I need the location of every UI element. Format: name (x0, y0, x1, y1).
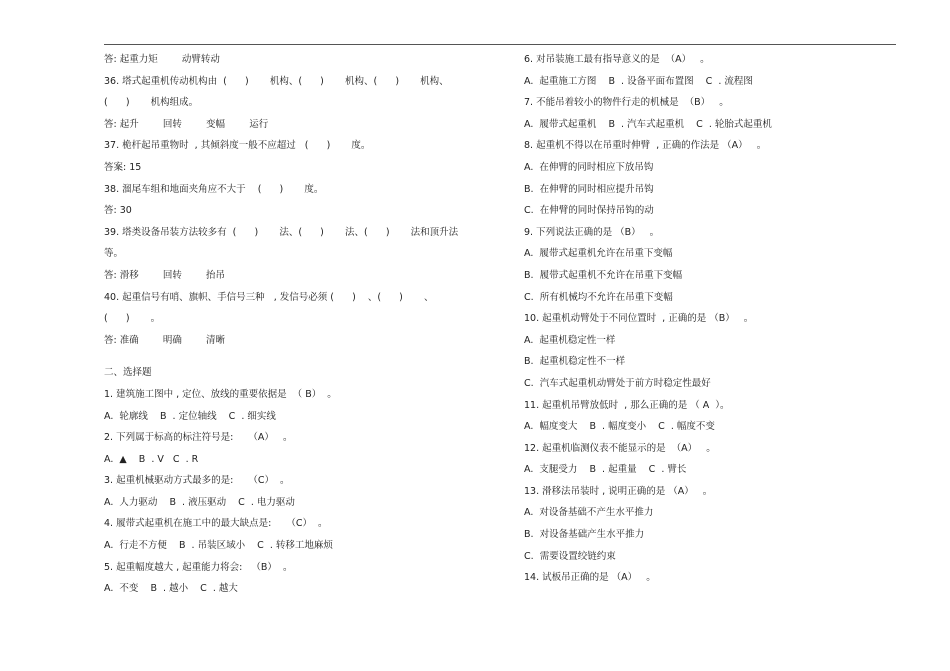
text-line: 等。 (104, 248, 124, 260)
header-rule (104, 44, 896, 45)
text-line: C. 在伸臂的同时保持吊钩的动 (524, 205, 654, 217)
text-line: A. ▲ B . V C . R (104, 453, 199, 465)
text-line: 7. 不能吊着较小的物件行走的机械是 （B） 。 (524, 97, 729, 109)
text-line: 13. 滑移法吊装时 , 说明正确的是 （A） 。 (524, 485, 713, 497)
text-line: A. 履带式起重机允许在吊重下变幅 (524, 248, 673, 260)
text-line: A. 支腿受力 B . 起重量 C . 臂长 (524, 464, 687, 476)
text-line: 10. 起重机动臂处于不同位置时 , 正确的是 （B） 。 (524, 313, 754, 325)
text-line: 40. 起重信号有哨、旗帜、手信号三种 , 发信号必须 ( ) 、( ) 、 (104, 291, 434, 303)
text-line: A. 人力驱动 B . 液压驱动 C . 电力驱动 (104, 496, 295, 508)
text-line: A. 轮廓线 B . 定位轴线 C . 细实线 (104, 410, 276, 422)
text-line: 1. 建筑施工图中 , 定位、放线的重要依据是 （ B） 。 (104, 388, 337, 400)
text-line: C. 所有机械均不允许在吊重下变幅 (524, 291, 673, 303)
text-line: 37. 桅杆起吊重物时 , 其倾斜度一般不应超过 ( ) 度。 (104, 140, 371, 152)
choice-questions-block (104, 384, 504, 600)
text-line: 答: 30 (104, 205, 132, 217)
text-line: 6. 对吊装施工最有指导意义的是 （A） 。 (524, 54, 710, 65)
text-line: B. 对设备基础产生水平推力 (524, 529, 645, 541)
text-line: ( ) 机构组成。 (104, 97, 199, 109)
text-line: 4. 履带式起重机在施工中的最大缺点是: （C） 。 (104, 518, 328, 530)
text-line: 14. 试板吊正确的是 （A） 。 (524, 572, 656, 584)
text-line: A. 履带式起重机 B . 汽车式起重机 C . 轮胎式起重机 (524, 118, 772, 130)
text-line: C. 需要设置绞链约束 (524, 550, 616, 562)
text-line: C. 汽车式起重机动臂处于前方时稳定性最好 (524, 377, 711, 389)
text-line: 5. 起重幅度越大 , 起重能力将会: （B） 。 (104, 561, 293, 573)
text-line: A. 对设备基础不产生水平推力 (524, 507, 654, 519)
text-line: 答: 起重力矩 动臂转动 (104, 54, 220, 65)
text-line: 36. 塔式起重机传动机构由 ( ) 机构、( ) 机构、( ) 机构、 (104, 75, 449, 87)
text-line: 答: 起升 回转 变幅 运行 (104, 118, 269, 130)
text-line: B. 起重机稳定性不一样 (524, 356, 626, 368)
text-line: A. 不变 B . 越小 C . 越大 (104, 583, 238, 595)
text-line: A. 起重施工方图 B . 设备平面布置图 C . 流程图 (524, 75, 753, 87)
section-gap (104, 351, 504, 362)
text-line: A. 起重机稳定性一样 (524, 334, 616, 346)
text-line: A. 幅度变大 B . 幅度变小 C . 幅度不变 (524, 421, 715, 433)
text-line: A. 在伸臂的同时相应下放吊钩 (524, 161, 654, 173)
text-line: B. 履带式起重机不允许在吊重下变幅 (524, 269, 683, 281)
text-line: 3. 起重机械驱动方式最多的是: （C） 。 (104, 475, 290, 487)
text-line: 答: 滑移 回转 抬吊 (104, 269, 226, 281)
text-line: 39. 塔类设备吊装方法较多有 ( ) 法、( ) 法、( ) 法和顶升法 (104, 226, 459, 238)
text-line: 38. 溜尾车组和地面夹角应不大于 ( ) 度。 (104, 183, 324, 195)
text-line: 8. 起重机不得以在吊重时伸臂 , 正确的作法是 （A） 。 (524, 140, 767, 152)
section-title: 二、选择题 (104, 367, 152, 379)
text-line: 答案: 15 (104, 161, 142, 173)
right-column (524, 49, 924, 589)
text-line: ( ) 。 (104, 313, 161, 325)
text-line: 9. 下列说法正确的是 （B） 。 (524, 226, 660, 238)
text-line: 11. 起重机吊臂放低时 , 那么正确的是 （ A ）。 (524, 399, 730, 411)
fill-in-answers-block (104, 49, 504, 351)
left-column (104, 49, 504, 600)
text-line: B. 在伸臂的同时相应提升吊钩 (524, 183, 654, 195)
text-line: 12. 起重机临测仪表不能显示的是 （A） 。 (524, 442, 716, 454)
text-line: 答: 准确 明确 清晰 (104, 334, 226, 346)
text-line: A. 行走不方便 B . 吊装区域小 C . 转移工地麻烦 (104, 540, 333, 552)
text-line: 2. 下列属于标高的标注符号是: （A） 。 (104, 432, 293, 444)
